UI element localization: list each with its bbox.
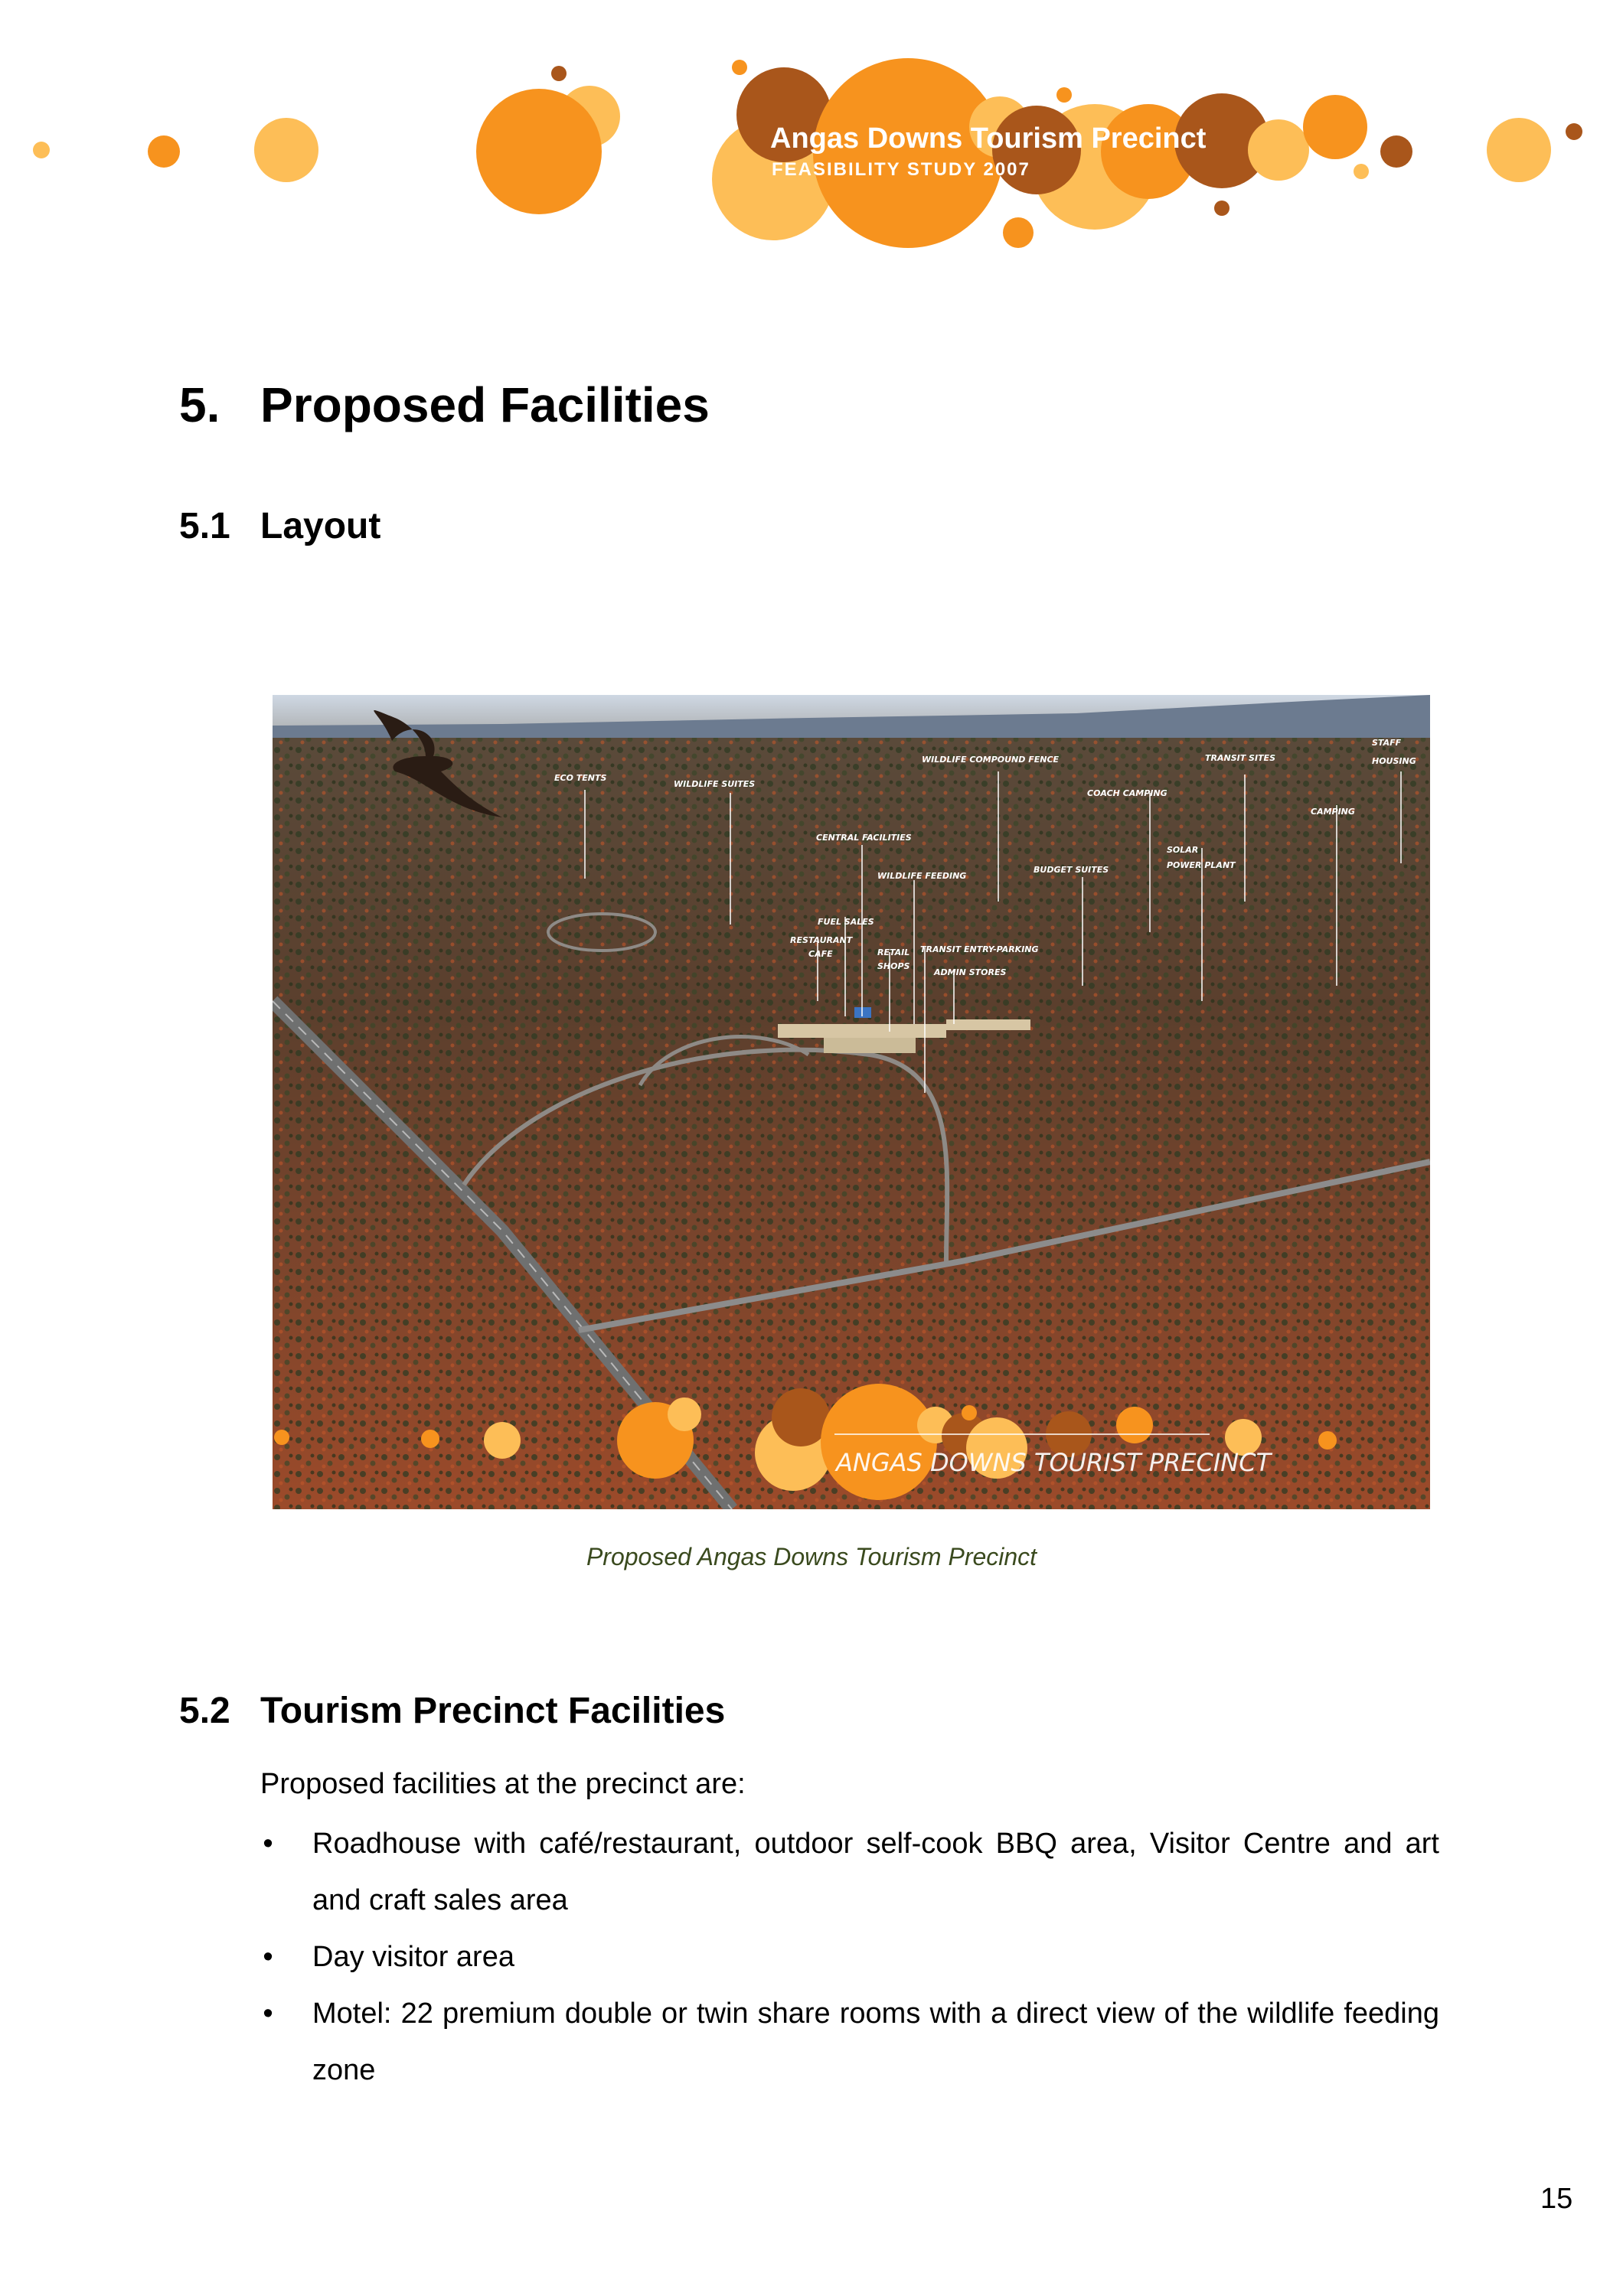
map-label-staff: STAFF	[1372, 738, 1402, 748]
map-label-restaurant: RESTAURANT	[790, 935, 853, 945]
map-label-solar: SOLAR	[1167, 845, 1199, 855]
map-label-cafe: CAFE	[808, 949, 833, 959]
layout-number: 5.1	[179, 506, 230, 546]
aerial-map-image	[273, 695, 1430, 1509]
map-label-admin-stores: ADMIN STORES	[934, 967, 1007, 977]
facilities-title: Tourism Precinct Facilities	[260, 1691, 726, 1731]
page-number: 15	[1540, 2183, 1573, 2215]
list-item	[260, 1985, 1439, 2099]
map-label-transit-sites: TRANSIT SITES	[1205, 753, 1275, 763]
aerial-precinct-figure	[273, 695, 1430, 1509]
map-label-shops: SHOPS	[877, 961, 910, 971]
layout-title: Layout	[260, 506, 381, 546]
map-label-coach-camping: COACH CAMPING	[1087, 788, 1167, 798]
section-title: Proposed Facilities	[260, 377, 710, 432]
map-label-wildlife-compound-fence: WILDLIFE COMPOUND FENCE	[922, 755, 1060, 765]
banner-title: Angas Downs Tourism Precinct	[770, 122, 1207, 155]
list-item	[260, 1929, 1439, 1985]
facilities-intro: Proposed facilities at the precinct are:	[260, 1768, 746, 1800]
facilities-heading	[179, 1690, 725, 1732]
header-banner	[0, 0, 1623, 276]
figure-overlay-title: ANGAS DOWNS TOURIST PRECINCT	[836, 1448, 1272, 1477]
section-number: 5.	[179, 377, 220, 432]
bullet-icon: •	[263, 1998, 273, 2030]
map-label-camping: CAMPING	[1311, 807, 1355, 817]
bullet-icon: •	[263, 1828, 273, 1860]
list-item-text: Motel: 22 premium double or twin share rooms with a direct view of the wildlife feeding zone	[312, 1998, 1439, 2086]
list-item	[260, 1815, 1439, 1929]
section-heading	[179, 377, 710, 433]
map-label-central-facilities: CENTRAL FACILITIES	[816, 833, 912, 843]
map-label-fuel-sales: FUEL SALES	[818, 917, 874, 927]
facilities-number: 5.2	[179, 1691, 230, 1731]
map-label-transit-entry-parking: TRANSIT ENTRY-PARKING	[920, 944, 1039, 954]
map-label-wildlife-feeding: WILDLIFE FEEDING	[877, 871, 967, 881]
map-label-eco-tents: ECO TENTS	[554, 773, 607, 783]
map-label-housing: HOUSING	[1372, 756, 1416, 766]
bullet-icon: •	[263, 1941, 273, 1973]
map-label-wildlife-suites: WILDLIFE SUITES	[674, 779, 756, 789]
map-label-retail: RETAIL	[877, 947, 910, 957]
figure-caption: Proposed Angas Downs Tourism Precinct	[586, 1543, 1037, 1570]
list-item-text: Roadhouse with café/restaurant, outdoor self-cook BBQ area, Visitor Centre and art and craft sales area	[312, 1828, 1439, 1916]
list-item-text: Day visitor area	[312, 1941, 514, 1973]
map-label-budget-suites: BUDGET SUITES	[1034, 865, 1109, 875]
map-label-power-plant: POWER PLANT	[1167, 860, 1236, 870]
layout-heading	[179, 505, 380, 547]
facility-list	[260, 1815, 1439, 2099]
banner-subtitle: FEASIBILITY STUDY 2007	[772, 159, 1030, 180]
